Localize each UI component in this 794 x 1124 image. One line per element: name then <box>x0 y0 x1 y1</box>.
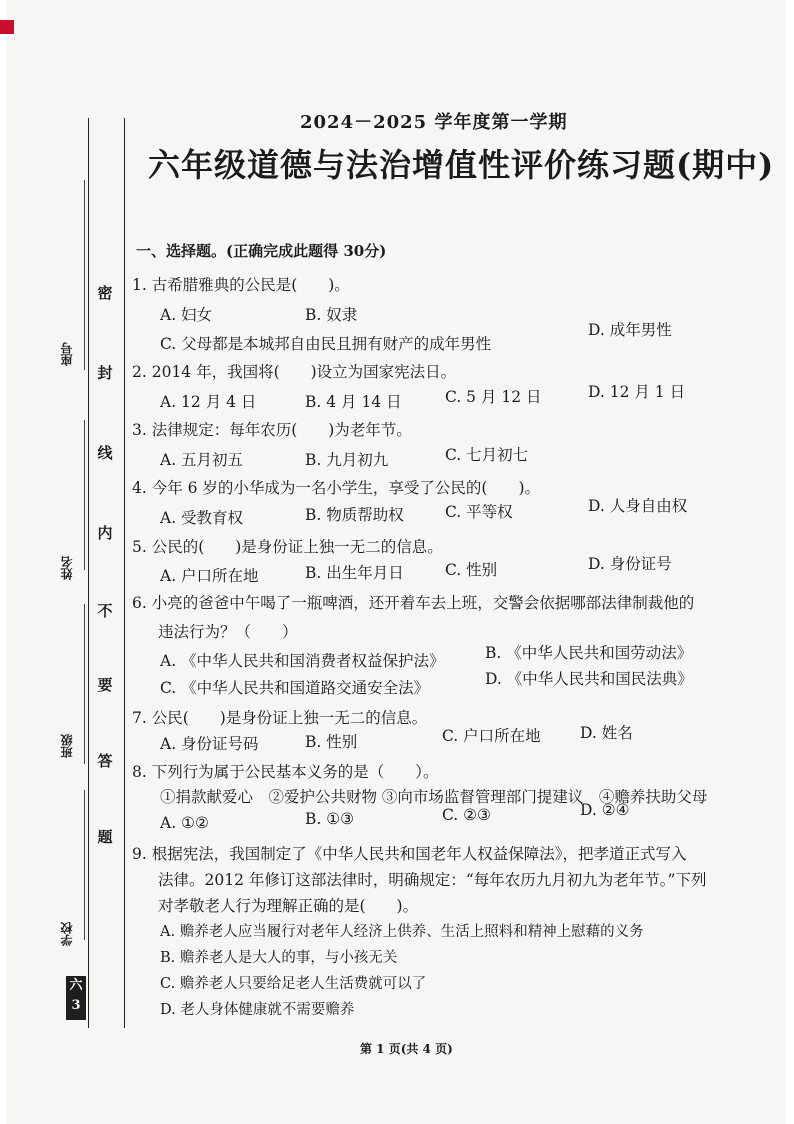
seal-char: 封 <box>93 362 117 383</box>
option[interactable]: C. 户口所在地 <box>442 727 541 745</box>
option[interactable]: D. 《中华人民共和国民法典》 <box>485 670 693 688</box>
option[interactable]: C. 性别 <box>445 561 498 579</box>
question-stem: 7. 公民( )是身份证上独一无二的信息。 <box>132 709 428 727</box>
option[interactable]: C. ②③ <box>442 806 491 824</box>
option[interactable]: C. 赡养老人只要给足老人生活费就可以了 <box>160 976 427 992</box>
question-stem: 对孝敬老人行为理解正确的是( )。 <box>158 897 419 915</box>
seal-char: 题 <box>93 826 117 847</box>
option[interactable]: D. 12 月 1 日 <box>588 383 686 401</box>
seal-char: 答 <box>93 750 117 771</box>
question-stem: ①捐款献爱心 ②爱护公共财物 ③向市场监督管理部门提建议 ④赡养扶助父母 <box>160 788 708 806</box>
name-label: 姓名 <box>60 556 74 580</box>
binding-line-outer <box>88 118 89 1028</box>
question-stem: 4. 今年 6 岁的小华成为一名小学生，享受了公民的( )。 <box>132 479 541 497</box>
option[interactable]: A. 五月初五 <box>160 451 244 469</box>
question-stem: 1. 古希腊雅典的公民是( )。 <box>132 276 350 294</box>
school-year: 2024－2025 学年度第一学期 <box>300 112 568 133</box>
option[interactable]: D. 身份证号 <box>588 555 672 573</box>
option[interactable]: B. 4 月 14 日 <box>305 393 402 411</box>
option[interactable]: D. 老人身体健康就不需要赡养 <box>160 1002 355 1018</box>
question-stem: 3. 法律规定：每年农历( )为老年节。 <box>132 421 412 439</box>
option[interactable]: B. 赡养老人是大人的事，与小孩无关 <box>160 950 398 966</box>
option[interactable]: D. 成年男性 <box>588 321 672 339</box>
seat-number-label: 座号 <box>60 342 74 366</box>
grade-box <box>66 976 86 1020</box>
seat-number-underline[interactable] <box>84 180 85 370</box>
question-stem: 2. 2014 年，我国将( )设立为国家宪法日。 <box>132 363 457 381</box>
name-underline[interactable] <box>84 420 85 570</box>
option[interactable]: A. 受教育权 <box>160 509 244 527</box>
option[interactable]: C. 父母都是本城邦自由民且拥有财产的成年男性 <box>160 335 492 353</box>
seal-char: 内 <box>93 522 117 543</box>
option[interactable]: C. 《中华人民共和国道路交通安全法》 <box>160 679 430 697</box>
seal-char: 不 <box>93 600 117 621</box>
option[interactable]: A. 户口所在地 <box>160 567 259 585</box>
option[interactable]: B. 物质帮助权 <box>305 506 404 524</box>
school-underline[interactable] <box>84 790 85 940</box>
option[interactable]: B. 性别 <box>305 733 358 751</box>
option[interactable]: D. 人身自由权 <box>588 497 688 515</box>
seal-char: 线 <box>93 442 117 463</box>
question-stem: 6. 小亮的爸爸中午喝了一瓶啤酒，还开着车去上班，交警会依据哪部法律制裁他的 <box>132 594 695 612</box>
seal-char: 要 <box>93 674 117 695</box>
class-label: 班级 <box>60 734 74 758</box>
option[interactable]: C. 5 月 12 日 <box>445 388 542 406</box>
option[interactable]: A. 妇女 <box>160 306 213 324</box>
option[interactable]: A. ①② <box>160 814 209 832</box>
option[interactable]: D. 姓名 <box>580 724 633 742</box>
grade-box-text: 3 <box>71 998 81 1013</box>
option[interactable]: B. 九月初九 <box>305 451 389 469</box>
seal-char: 密 <box>93 282 117 303</box>
question-stem: 违法行为？（ ） <box>158 623 298 641</box>
option[interactable]: B. 出生年月日 <box>305 564 404 582</box>
option[interactable]: A. 身份证号码 <box>160 735 259 753</box>
option[interactable]: B. 《中华人民共和国劳动法》 <box>485 644 693 662</box>
option[interactable]: D. ②④ <box>580 801 630 819</box>
option[interactable]: C. 七月初七 <box>445 446 529 464</box>
page-footer: 第 1 页(共 4 页) <box>360 1042 453 1056</box>
class-underline[interactable] <box>84 604 85 764</box>
option[interactable]: A. 12 月 4 日 <box>160 393 257 411</box>
question-stem: 9. 根据宪法，我国制定了《中华人民共和国老年人权益保障法》，把孝道正式写入 <box>132 845 687 863</box>
option[interactable]: B. ①③ <box>305 810 355 828</box>
option[interactable]: A. 《中华人民共和国消费者权益保护法》 <box>160 652 445 670</box>
grade-box-text: 六 <box>69 978 83 993</box>
option[interactable]: A. 赡养老人应当履行对老年人经济上供养、生活上照料和精神上慰藉的义务 <box>160 924 644 940</box>
red-corner-mark <box>0 20 14 34</box>
question-stem: 法律。2012 年修订这部法律时，明确规定：“每年农历九月初九为老年节。”下列 <box>158 871 707 889</box>
school-label: 学校 <box>60 922 74 946</box>
section-title: 一、选择题。(正确完成此题得 30分) <box>136 242 387 260</box>
question-stem: 8. 下列行为属于公民基本义务的是（ ）。 <box>132 763 439 781</box>
option[interactable]: B. 奴隶 <box>305 306 358 324</box>
binding-line-inner <box>124 118 125 1028</box>
question-stem: 5. 公民的( )是身份证上独一无二的信息。 <box>132 538 443 556</box>
option[interactable]: C. 平等权 <box>445 503 513 521</box>
exam-title: 六年级道德与法治增值性评价练习题(期中) <box>148 146 775 184</box>
